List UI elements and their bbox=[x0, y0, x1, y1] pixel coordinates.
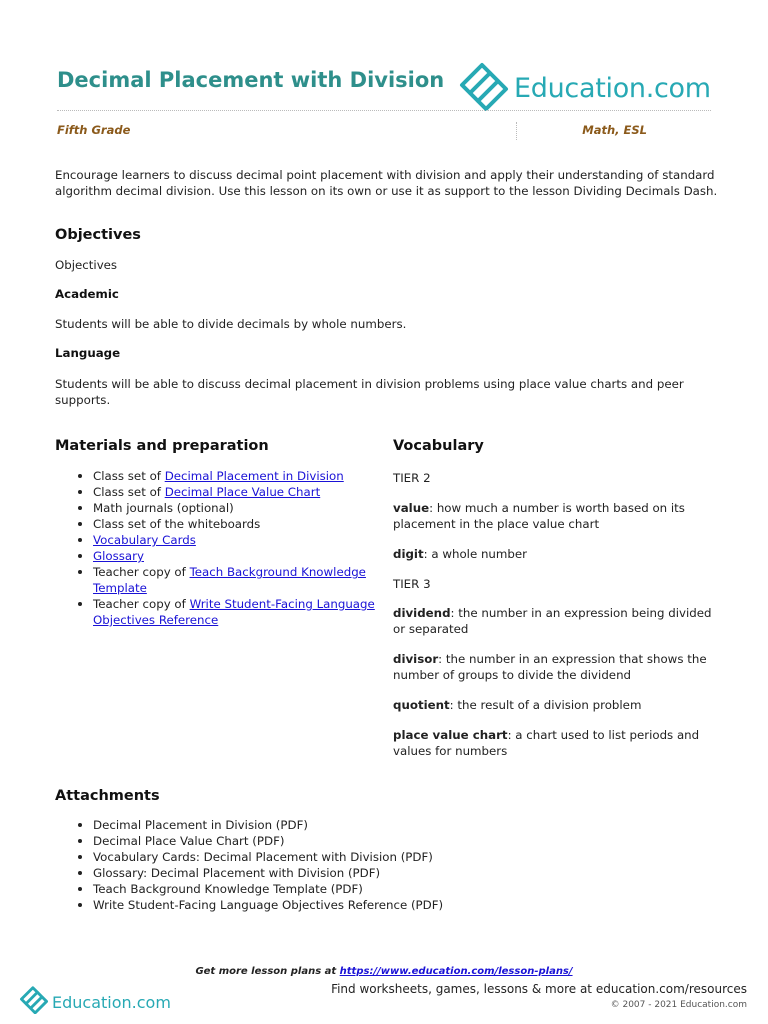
attachment-item[interactable]: Glossary: Decimal Placement with Division (PDF) bbox=[55, 865, 555, 881]
attachment-item[interactable]: Decimal Place Value Chart (PDF) bbox=[55, 833, 555, 849]
materials-item: Teacher copy of Write Student-Facing Language Objectives Reference bbox=[55, 596, 375, 628]
objectives-subheading: Objectives bbox=[55, 258, 118, 272]
language-heading: Language bbox=[55, 346, 121, 360]
materials-link[interactable]: Decimal Place Value Chart bbox=[164, 485, 321, 499]
materials-heading: Materials and preparation bbox=[55, 438, 269, 454]
materials-item: Class set of the whiteboards bbox=[55, 516, 375, 532]
footer-copyright: © 2007 - 2021 Education.com bbox=[610, 1000, 747, 1010]
materials-item bbox=[55, 532, 375, 548]
materials-link[interactable]: Teach Background Knowledge Template bbox=[93, 565, 366, 595]
meta-divider bbox=[516, 122, 517, 140]
brand-name: Education.com bbox=[514, 73, 711, 104]
materials-list bbox=[55, 468, 375, 628]
materials-item: Class set of Decimal Placement in Division bbox=[55, 468, 375, 484]
tier3-label: TIER 3 bbox=[393, 577, 431, 591]
materials-link[interactable]: Decimal Placement in Division bbox=[164, 469, 344, 483]
vocabulary-heading: Vocabulary bbox=[393, 438, 484, 454]
materials-item: Class set of Decimal Place Value Chart bbox=[55, 484, 375, 500]
attachment-item[interactable]: Vocabulary Cards: Decimal Placement with Division (PDF) bbox=[55, 849, 555, 865]
academic-heading: Academic bbox=[55, 287, 119, 301]
grade-label: Fifth Grade bbox=[57, 123, 131, 137]
materials-link[interactable]: Glossary bbox=[93, 549, 144, 563]
vocab-term: value: how much a number is worth based on its placement in the place value chart bbox=[393, 501, 685, 531]
lesson-plans-link[interactable]: https://www.education.com/lesson-plans/ bbox=[339, 966, 573, 977]
vocab-term: divisor: the number in an expression that shows the number of groups to divide the dividend bbox=[393, 652, 707, 682]
materials-link[interactable]: Vocabulary Cards bbox=[93, 533, 196, 547]
footer-brand-name: Education.com bbox=[52, 993, 171, 1012]
vocab-term: quotient: the result of a division problem bbox=[393, 698, 642, 712]
objectives-heading: Objectives bbox=[55, 227, 141, 243]
attachment-item[interactable]: Teach Background Knowledge Template (PDF) bbox=[55, 881, 555, 897]
vocab-term: dividend: the number in an expression being divided or separated bbox=[393, 606, 712, 636]
materials-item: Math journals (optional) bbox=[55, 500, 375, 516]
tier2-label: TIER 2 bbox=[393, 471, 431, 485]
page-title: Decimal Placement with Division bbox=[57, 68, 445, 92]
materials-item: Teacher copy of Teach Background Knowledge Template bbox=[55, 564, 375, 596]
language-text: Students will be able to discuss decimal placement in division problems using place value charts and peer supports. bbox=[55, 377, 684, 407]
intro-text: Encourage learners to discuss decimal point placement with division and apply their understanding of standard algorithm decimal division. Use this lesson on its own or use it as support to the lesson Dividing Decimals Dash. bbox=[55, 168, 718, 198]
vocab-term: place value chart: a chart used to list periods and values for numbers bbox=[393, 728, 700, 758]
attachments-list bbox=[55, 817, 555, 913]
materials-item bbox=[55, 548, 375, 564]
education-logo-icon bbox=[18, 982, 50, 1014]
footer-find-text: Find worksheets, games, lessons & more at education.com/resources bbox=[331, 982, 747, 996]
header-brand[interactable] bbox=[456, 55, 716, 115]
attachment-item[interactable]: Decimal Placement in Division (PDF) bbox=[55, 817, 555, 833]
attachments-heading: Attachments bbox=[55, 788, 160, 804]
attachment-item[interactable]: Write Student-Facing Language Objectives Reference (PDF) bbox=[55, 897, 555, 913]
footer-brand[interactable] bbox=[18, 980, 188, 1016]
footer-more-lessons: Get more lesson plans at https://www.education.com/lesson-plans/ bbox=[195, 966, 573, 977]
academic-text: Students will be able to divide decimals by whole numbers. bbox=[55, 317, 407, 331]
vocab-term: digit: a whole number bbox=[393, 547, 527, 561]
subject-label: Math, ESL bbox=[582, 123, 647, 137]
materials-link[interactable]: Write Student-Facing Language Objectives Reference bbox=[93, 597, 375, 627]
education-logo-icon bbox=[456, 55, 512, 111]
header-divider bbox=[57, 110, 711, 111]
